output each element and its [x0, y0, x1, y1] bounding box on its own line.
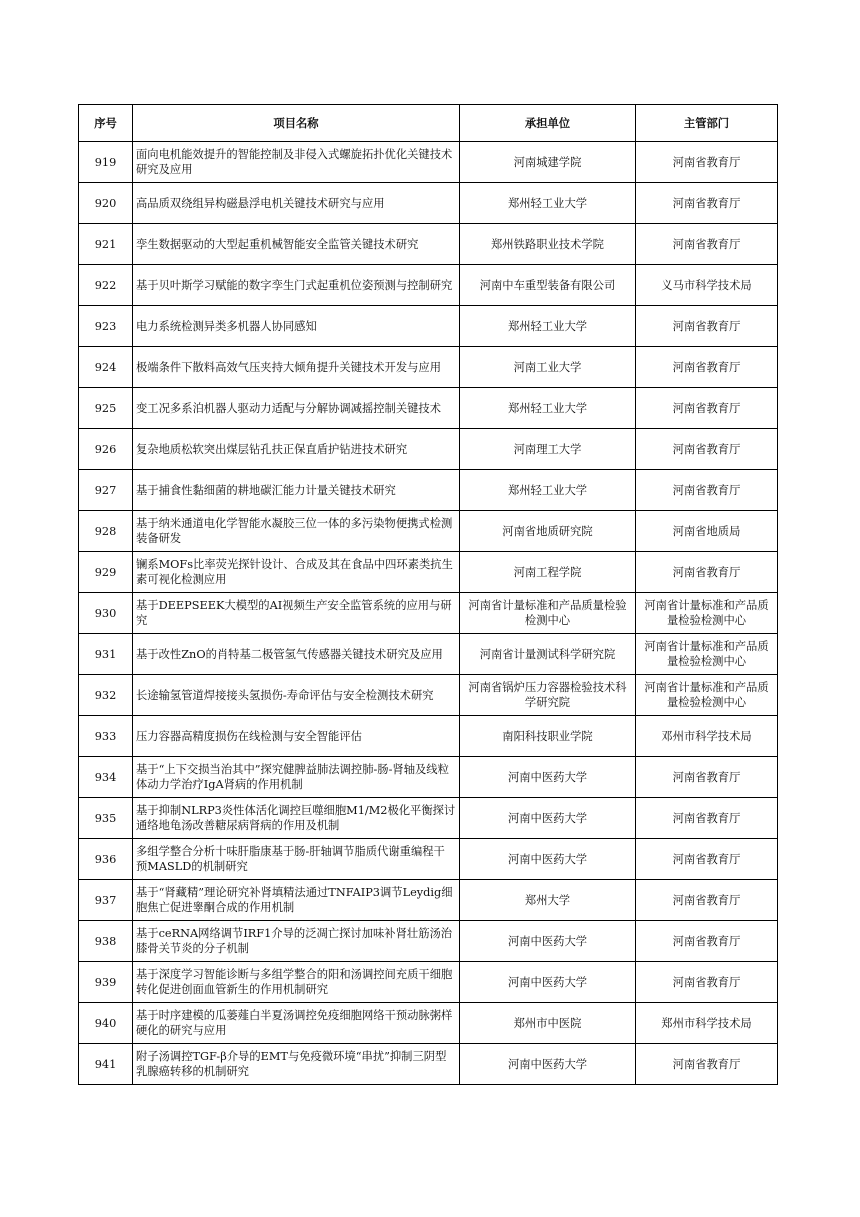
header-dept: 主管部门 [636, 105, 778, 142]
undertaking-unit: 河南中医药大学 [507, 770, 588, 784]
project-name: 极端条件下散料高效气压夹持大倾角提升关键技术开发与应用 [136, 360, 442, 374]
undertaking-unit-cell [460, 511, 636, 552]
project-table [78, 104, 778, 1085]
project-name: 镧系MOFs比率荧光探针设计、合成及其在食品中四环素类抗生素可视化检测应用 [136, 558, 453, 586]
project-name-cell [133, 183, 460, 224]
row-number: 929 [94, 565, 117, 579]
supervising-department-cell [636, 511, 778, 552]
undertaking-unit: 郑州铁路职业技术学院 [491, 237, 604, 251]
row-number: 939 [94, 975, 117, 989]
table-row [79, 306, 778, 347]
row-number-cell [79, 347, 133, 388]
supervising-department: 河南省教育厅 [672, 401, 741, 415]
supervising-department-cell [636, 265, 778, 306]
project-name-cell [133, 347, 460, 388]
undertaking-unit-cell [460, 1044, 636, 1085]
header-name: 项目名称 [133, 105, 460, 142]
undertaking-unit-cell [460, 921, 636, 962]
row-number: 927 [94, 483, 117, 497]
row-number: 932 [94, 688, 117, 702]
supervising-department: 河南省计量标准和产品质量检验检测中心 [644, 640, 769, 668]
row-number-cell [79, 716, 133, 757]
supervising-department: 河南省教育厅 [672, 811, 741, 825]
project-name: 基于改性ZnO的肖特基二极管氢气传感器关键技术研究及应用 [136, 647, 443, 661]
undertaking-unit-cell [460, 634, 636, 675]
supervising-department: 河南省教育厅 [672, 360, 741, 374]
table-row [79, 921, 778, 962]
supervising-department-cell [636, 388, 778, 429]
row-number-cell [79, 1044, 133, 1085]
undertaking-unit: 河南城建学院 [513, 155, 582, 169]
table-row [79, 757, 778, 798]
row-number-cell [79, 265, 133, 306]
table-row [79, 347, 778, 388]
table-row [79, 839, 778, 880]
undertaking-unit: 河南省地质研究院 [502, 524, 593, 538]
undertaking-unit-cell [460, 142, 636, 183]
project-name: 孪生数据驱动的大型起重机械智能安全监管关键技术研究 [136, 237, 419, 251]
undertaking-unit-cell [460, 224, 636, 265]
project-name: 基于贝叶斯学习赋能的数字孪生门式起重机位姿预测与控制研究 [136, 278, 453, 292]
row-number-cell [79, 306, 133, 347]
supervising-department: 河南省教育厅 [672, 155, 741, 169]
undertaking-unit-cell [460, 183, 636, 224]
supervising-department: 河南省计量标准和产品质量检验检测中心 [644, 681, 769, 709]
row-number: 920 [94, 196, 117, 210]
table-row [79, 962, 778, 1003]
row-number-cell [79, 962, 133, 1003]
undertaking-unit: 郑州大学 [524, 893, 571, 907]
undertaking-unit: 河南中医药大学 [507, 852, 588, 866]
project-name-cell [133, 306, 460, 347]
supervising-department-cell [636, 470, 778, 511]
undertaking-unit-cell [460, 552, 636, 593]
undertaking-unit: 河南中医药大学 [507, 1057, 588, 1071]
supervising-department: 河南省教育厅 [672, 319, 741, 333]
row-number: 940 [94, 1016, 117, 1030]
row-number: 938 [94, 934, 117, 948]
undertaking-unit: 郑州轻工业大学 [507, 196, 588, 210]
undertaking-unit-cell [460, 306, 636, 347]
table-row [79, 880, 778, 921]
row-number-cell [79, 675, 133, 716]
table-row [79, 798, 778, 839]
project-name: 面向电机能效提升的智能控制及非侵入式螺旋拓扑优化关键技术研究及应用 [136, 148, 453, 176]
row-number-cell [79, 470, 133, 511]
project-name: 附子汤调控TGF-β介导的EMT与免疫微环境“串扰”抑制三阴型乳腺癌转移的机制研究 [136, 1050, 447, 1078]
table-body [79, 142, 778, 1085]
row-number: 936 [94, 852, 117, 866]
row-number: 941 [94, 1057, 117, 1071]
header-no: 序号 [79, 105, 133, 142]
undertaking-unit-cell [460, 593, 636, 634]
project-name-cell [133, 142, 460, 183]
project-name-cell [133, 675, 460, 716]
supervising-department-cell [636, 1003, 778, 1044]
supervising-department: 河南省教育厅 [672, 1057, 741, 1071]
undertaking-unit: 河南中车重型装备有限公司 [479, 278, 616, 292]
project-name: 基于时序建模的瓜蒌薤白半夏汤调控免疫细胞网络干预动脉粥样硬化的研究与应用 [136, 1009, 453, 1037]
project-name: 基于ceRNA网络调节IRF1介导的泛凋亡探讨加味补肾壮筋汤治膝骨关节炎的分子机制 [136, 927, 453, 955]
undertaking-unit-cell [460, 675, 636, 716]
row-number: 924 [94, 360, 117, 374]
table-row [79, 716, 778, 757]
row-number-cell [79, 839, 133, 880]
supervising-department-cell [636, 634, 778, 675]
undertaking-unit-cell [460, 347, 636, 388]
supervising-department: 河南省教育厅 [672, 196, 741, 210]
supervising-department-cell [636, 224, 778, 265]
supervising-department: 河南省教育厅 [672, 893, 741, 907]
undertaking-unit: 河南工业大学 [513, 360, 582, 374]
supervising-department-cell [636, 839, 778, 880]
project-name: 多组学整合分析十味肝脂康基于肠-肝轴调节脂质代谢重编程干预MASLD的机制研究 [136, 845, 445, 873]
undertaking-unit-cell [460, 429, 636, 470]
project-name: 高品质双绕组异构磁悬浮电机关键技术研究与应用 [136, 196, 385, 210]
undertaking-unit: 河南中医药大学 [507, 975, 588, 989]
row-number: 919 [94, 155, 117, 169]
row-number: 923 [94, 319, 117, 333]
supervising-department-cell [636, 798, 778, 839]
supervising-department-cell [636, 921, 778, 962]
supervising-department: 河南省教育厅 [672, 565, 741, 579]
supervising-department: 河南省计量标准和产品质量检验检测中心 [644, 599, 769, 627]
project-name-cell [133, 798, 460, 839]
supervising-department-cell [636, 306, 778, 347]
row-number-cell [79, 1003, 133, 1044]
project-name-cell [133, 921, 460, 962]
undertaking-unit-cell [460, 716, 636, 757]
supervising-department: 河南省教育厅 [672, 770, 741, 784]
supervising-department: 河南省教育厅 [672, 483, 741, 497]
project-name: 基于抑制NLRP3炎性体活化调控巨噬细胞M1/M2极化平衡探讨通络地龟汤改善糖尿病肾病的作用及机制 [136, 804, 456, 832]
row-number-cell [79, 634, 133, 675]
undertaking-unit: 河南中医药大学 [507, 934, 588, 948]
row-number-cell [79, 552, 133, 593]
supervising-department: 郑州市科学技术局 [661, 1016, 752, 1030]
row-number: 934 [94, 770, 117, 784]
row-number-cell [79, 921, 133, 962]
undertaking-unit: 郑州市中医院 [513, 1016, 582, 1030]
project-name-cell [133, 511, 460, 552]
supervising-department-cell [636, 757, 778, 798]
project-name: 基于“肾藏精”理论研究补肾填精法通过TNFAIP3调节Leydig细胞焦亡促进睾酮合成的作用机制 [136, 886, 453, 914]
undertaking-unit-cell [460, 798, 636, 839]
undertaking-unit: 郑州轻工业大学 [507, 483, 588, 497]
row-number: 933 [94, 729, 117, 743]
row-number: 925 [94, 401, 117, 415]
supervising-department: 河南省教育厅 [672, 852, 741, 866]
row-number: 926 [94, 442, 117, 456]
row-number-cell [79, 798, 133, 839]
row-number: 931 [94, 647, 117, 661]
project-name-cell [133, 634, 460, 675]
project-name-cell [133, 1044, 460, 1085]
project-name-cell [133, 224, 460, 265]
undertaking-unit-cell [460, 265, 636, 306]
row-number: 935 [94, 811, 117, 825]
project-name-cell [133, 388, 460, 429]
supervising-department: 河南省地质局 [672, 524, 741, 538]
project-name-cell [133, 1003, 460, 1044]
table-row [79, 1044, 778, 1085]
undertaking-unit-cell [460, 470, 636, 511]
row-number-cell [79, 593, 133, 634]
project-name-cell [133, 429, 460, 470]
supervising-department: 河南省教育厅 [672, 237, 741, 251]
undertaking-unit-cell [460, 880, 636, 921]
table-row [79, 388, 778, 429]
undertaking-unit-cell [460, 1003, 636, 1044]
header-unit: 承担单位 [460, 105, 636, 142]
supervising-department: 河南省教育厅 [672, 975, 741, 989]
supervising-department-cell [636, 347, 778, 388]
undertaking-unit: 河南中医药大学 [507, 811, 588, 825]
undertaking-unit: 河南省计量标准和产品质量检验检测中心 [468, 599, 627, 627]
supervising-department-cell [636, 593, 778, 634]
supervising-department: 河南省教育厅 [672, 442, 741, 456]
project-name-cell [133, 552, 460, 593]
project-name-cell [133, 962, 460, 1003]
supervising-department-cell [636, 142, 778, 183]
undertaking-unit: 郑州轻工业大学 [507, 401, 588, 415]
undertaking-unit: 南阳科技职业学院 [502, 729, 593, 743]
table-row [79, 429, 778, 470]
project-name: 基于纳米通道电化学智能水凝胶三位一体的多污染物便携式检测装备研发 [136, 517, 453, 545]
project-name: 长途输氢管道焊接接头氢损伤-寿命评估与安全检测技术研究 [136, 688, 434, 702]
supervising-department: 河南省教育厅 [672, 934, 741, 948]
undertaking-unit-cell [460, 839, 636, 880]
table-row [79, 142, 778, 183]
undertaking-unit-cell [460, 388, 636, 429]
project-name: 压力容器高精度损伤在线检测与安全智能评估 [136, 729, 362, 743]
table-row [79, 265, 778, 306]
row-number: 930 [94, 606, 117, 620]
row-number-cell [79, 183, 133, 224]
row-number-cell [79, 511, 133, 552]
row-number-cell [79, 388, 133, 429]
row-number: 921 [94, 237, 117, 251]
table-row [79, 470, 778, 511]
undertaking-unit: 河南省锅炉压力容器检验技术科学研究院 [468, 681, 627, 709]
supervising-department-cell [636, 552, 778, 593]
supervising-department-cell [636, 429, 778, 470]
project-name: 电力系统检测异类多机器人协同感知 [136, 319, 317, 333]
table-row [79, 183, 778, 224]
supervising-department: 义马市科学技术局 [661, 278, 752, 292]
table-row [79, 224, 778, 265]
row-number-cell [79, 429, 133, 470]
row-number-cell [79, 757, 133, 798]
table-row [79, 634, 778, 675]
project-name-cell [133, 757, 460, 798]
project-name: 基于“上下交损当治其中”探究健脾益肺法调控肺-肠-肾轴及线粒体动力学治疗IgA肾病的作用机制 [136, 763, 449, 791]
project-name: 复杂地质松软突出煤层钻孔扶正保直盾护钻进技术研究 [136, 442, 408, 456]
project-name: 变工况多系泊机器人驱动力适配与分解协调减摇控制关键技术 [136, 401, 442, 415]
project-name-cell [133, 593, 460, 634]
supervising-department-cell [636, 1044, 778, 1085]
project-name-cell [133, 470, 460, 511]
supervising-department-cell [636, 675, 778, 716]
supervising-department-cell [636, 183, 778, 224]
project-name: 基于捕食性黏细菌的耕地碳汇能力计量关键技术研究 [136, 483, 396, 497]
row-number: 922 [94, 278, 117, 292]
undertaking-unit: 河南工程学院 [513, 565, 582, 579]
row-number-cell [79, 142, 133, 183]
table-row [79, 675, 778, 716]
project-name: 基于DEEPSEEK大模型的AI视频生产安全监管系统的应用与研究 [136, 599, 452, 627]
project-name-cell [133, 880, 460, 921]
table-row [79, 511, 778, 552]
table-row [79, 593, 778, 634]
row-number: 928 [94, 524, 117, 538]
project-name-cell [133, 716, 460, 757]
table-row [79, 552, 778, 593]
undertaking-unit-cell [460, 757, 636, 798]
row-number-cell [79, 224, 133, 265]
project-name: 基于深度学习智能诊断与多组学整合的阳和汤调控间充质干细胞转化促进创面血管新生的作用机制研究 [136, 968, 453, 996]
table-row [79, 1003, 778, 1044]
undertaking-unit: 河南省计量测试科学研究院 [479, 647, 616, 661]
supervising-department: 邓州市科学技术局 [661, 729, 752, 743]
project-name-cell [133, 839, 460, 880]
row-number-cell [79, 880, 133, 921]
supervising-department-cell [636, 716, 778, 757]
row-number: 937 [94, 893, 117, 907]
undertaking-unit: 河南理工大学 [513, 442, 582, 456]
table-header-row [79, 105, 778, 142]
project-name-cell [133, 265, 460, 306]
supervising-department-cell [636, 962, 778, 1003]
undertaking-unit: 郑州轻工业大学 [507, 319, 588, 333]
undertaking-unit-cell [460, 962, 636, 1003]
supervising-department-cell [636, 880, 778, 921]
